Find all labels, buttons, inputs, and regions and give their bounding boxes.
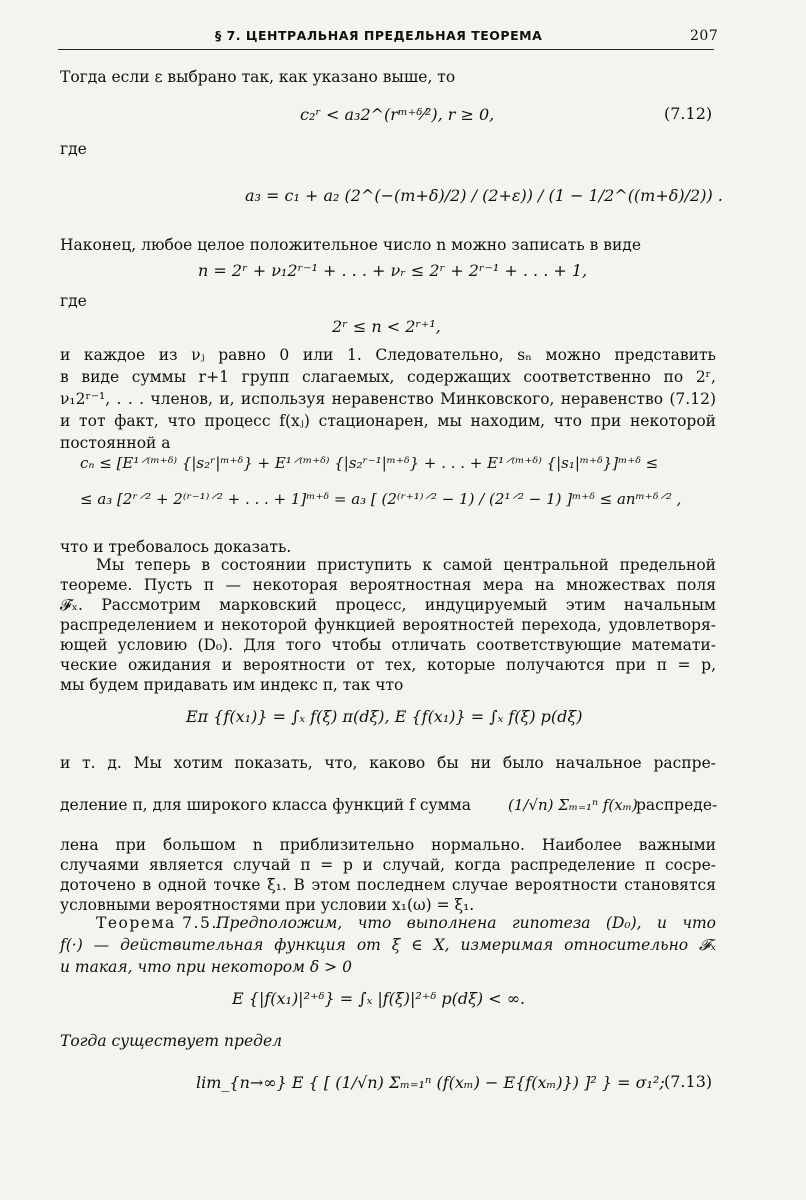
text-line: и т. д. Мы хотим показать, что, каково бы ни было начальное распре- bbox=[60, 754, 716, 772]
text-line: мы будем придавать им индекс π, так что bbox=[60, 676, 404, 694]
text-line: и каждое из νⱼ равно 0 или 1. Следовательно, sₙ можно представить bbox=[60, 346, 716, 364]
page-number: 207 bbox=[690, 28, 719, 44]
equation-7-13: lim_{n→∞} E { [ (1/√n) Σₘ₌₁ⁿ (f(xₘ) − E{f(xₘ)}) ]² } = σ₁²; bbox=[196, 1073, 665, 1092]
text-line: доточено в одной точке ξ₁. В этом последнем случае вероятности становятся bbox=[60, 876, 716, 894]
equation-moment: E {|f(x₁)|²⁺ᵟ} = ∫ₓ |f(ξ)|²⁺ᵟ p(dξ) < ∞. bbox=[232, 989, 526, 1008]
equation-7-12: c₂ʳ < a₃2^(rᵐ⁺ᵟ⁄²), r ≥ 0, bbox=[300, 105, 495, 124]
sum-expression: (1/√n) Σₘ₌₁ⁿ f(xₘ) bbox=[508, 796, 638, 814]
text-line: деление π, для широкого класса функций f сумма bbox=[60, 796, 471, 814]
text-line: Тогда существует предел bbox=[60, 1032, 282, 1050]
equation-cn-line2: ≤ a₃ [2ʳ⸍² + 2⁽ʳ⁻¹⁾⸍² + . . . + 1]ᵐ⁺ᵟ = a₃ [ (2⁽ʳ⁺¹⁾⸍² − 1) / (2¹⸍² − 1) ]ᵐ⁺ᵟ ≤ anᵐ⁺ᵟ⸍² , bbox=[80, 490, 682, 508]
equation-a3: a₃ = c₁ + a₂ (2^(−(m+δ)/2) / (2+ε)) / (1 − 1/2^((m+δ)/2)) . bbox=[245, 186, 723, 205]
text-line: условными вероятностями при условии x₁(ω) = ξ₁. bbox=[60, 896, 475, 914]
text-line: где bbox=[60, 140, 87, 158]
theorem-text: и такая, что при некотором δ > 0 bbox=[60, 958, 352, 976]
text-line: Мы теперь в состоянии приступить к самой центральной предельной bbox=[96, 556, 716, 574]
equation-n: n = 2ʳ + ν₁2ʳ⁻¹ + . . . + νᵣ ≤ 2ʳ + 2ʳ⁻¹ + . . . + 1, bbox=[198, 261, 588, 280]
text-line: ν₁2ʳ⁻¹, . . . членов, и, используя неравенство Минковского, неравенство (7.12) bbox=[60, 390, 716, 408]
text-line: распреде- bbox=[636, 796, 718, 814]
text-line: Тогда если ε выбрано так, как указано выше, то bbox=[60, 68, 456, 86]
section-title: § 7. ЦЕНТРАЛЬНАЯ ПРЕДЕЛЬНАЯ ТЕОРЕМА bbox=[215, 28, 543, 43]
theorem-text: f(·) — действительная функция от ξ ∈ X, измеримая относительно 𝓕ₓ bbox=[60, 936, 716, 954]
text-line: Наконец, любое целое положительное число n можно записать в виде bbox=[60, 236, 642, 254]
equation-expectations: Eπ {f(x₁)} = ∫ₓ f(ξ) π(dξ), E {f(x₁)} = ∫ₓ f(ξ) p(dξ) bbox=[186, 707, 583, 726]
equation-bound: 2ʳ ≤ n < 2ʳ⁺¹, bbox=[332, 317, 441, 336]
text-line: что и требовалось доказать. bbox=[60, 538, 292, 556]
text-line: где bbox=[60, 292, 87, 310]
text-line: 𝓕ₓ. Рассмотрим марковский процесс, индуцируемый этим начальным bbox=[60, 596, 716, 614]
text-line: лена при большом n приблизительно нормально. Наиболее важными bbox=[60, 836, 716, 854]
theorem-text: Предположим, что выполнена гипотеза (D₀), и что bbox=[216, 914, 716, 932]
text-line: и тот факт, что процесс f(xⱼ) стационарен, мы находим, что при некоторой bbox=[60, 412, 716, 430]
equation-cn-line1: cₙ ≤ [E¹⸍⁽ᵐ⁺ᵟ⁾ {|s₂ʳ|ᵐ⁺ᵟ} + E¹⸍⁽ᵐ⁺ᵟ⁾ {|s₂ʳ⁻¹|ᵐ⁺ᵟ} + . . . + E¹⸍⁽ᵐ⁺ᵟ⁾ {|s₁|ᵐ⁺ᵟ}]ᵐ⁺ᵟ ≤ bbox=[80, 454, 659, 472]
text-line: случаями является случай π = p и случай, когда распределение π сосре- bbox=[60, 856, 716, 874]
text-line: теореме. Пусть π — некоторая вероятностная мера на множествах поля bbox=[60, 576, 716, 594]
text-line: ческие ожидания и вероятности от тех, которые получаются при π = p, bbox=[60, 656, 716, 674]
text-line: в виде суммы r+1 групп слагаемых, содержащих соответственно по 2ʳ, bbox=[60, 368, 716, 386]
text-line: распределением и некоторой функцией вероятностей перехода, удовлетворя- bbox=[60, 616, 716, 634]
equation-number: (7.13) bbox=[664, 1072, 713, 1091]
equation-number: (7.12) bbox=[664, 104, 713, 123]
text-line: постоянной a bbox=[60, 434, 171, 452]
header-rule bbox=[58, 49, 714, 50]
text-line: ющей условию (D₀). Для того чтобы отличать соответствующие математи- bbox=[60, 636, 716, 654]
theorem-heading: Теорема 7.5. bbox=[96, 914, 218, 932]
